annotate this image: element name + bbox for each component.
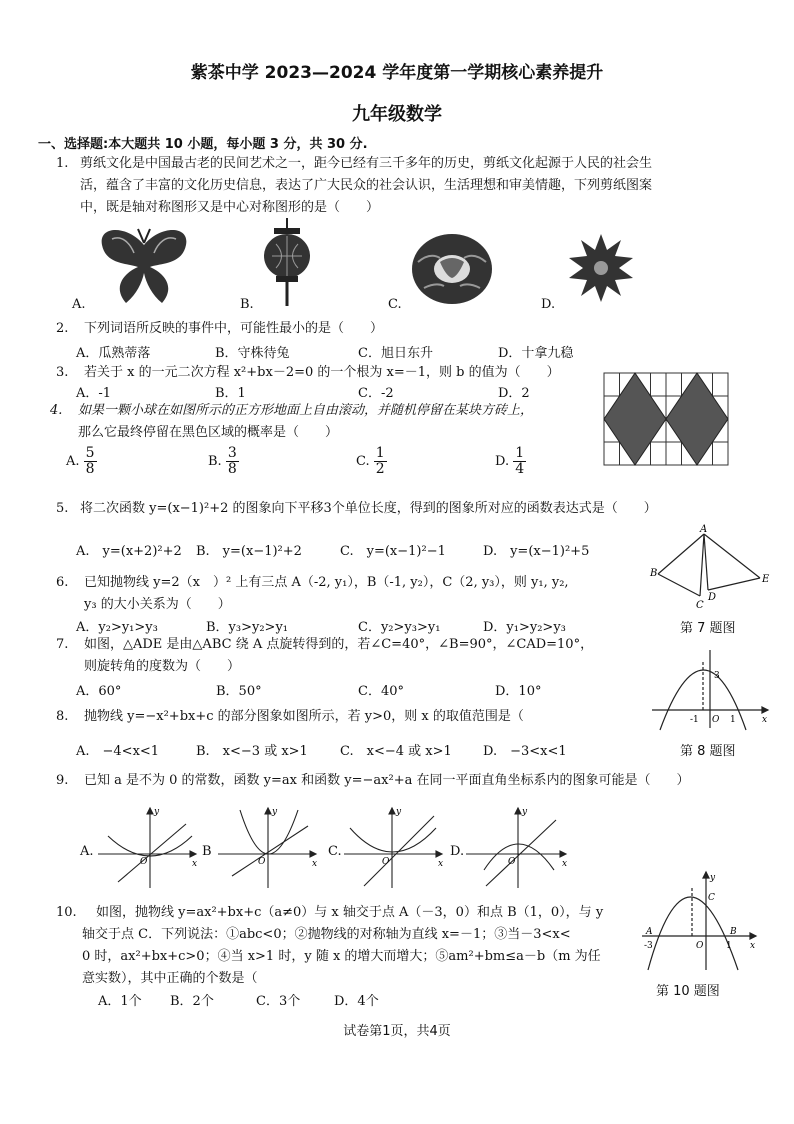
axis-label-origin: O bbox=[382, 857, 390, 867]
lantern-papercut-image bbox=[262, 218, 312, 308]
fraction bbox=[84, 446, 97, 477]
denominator: 4 bbox=[515, 461, 525, 477]
fraction bbox=[374, 446, 387, 477]
fig7-label-e: E bbox=[762, 574, 770, 585]
q7-option-c[interactable]: C．40° bbox=[358, 684, 404, 699]
q5-option-c[interactable]: C. y=(x−1)²−1 bbox=[340, 544, 446, 559]
q6-option-b[interactable]: B．y₃>y₂>y₁ bbox=[206, 620, 289, 635]
q3-option-a[interactable]: A．-1 bbox=[76, 386, 112, 401]
fig7-label-c: C bbox=[696, 600, 704, 611]
q3-option-c[interactable]: C．-2 bbox=[358, 386, 394, 401]
question-1-text bbox=[80, 153, 720, 219]
q2-option-b[interactable]: B．守株待兔 bbox=[215, 346, 290, 361]
question-2-text: 下列词语所反映的事件中，可能性最小的是（ ） bbox=[84, 321, 384, 336]
q3-option-d[interactable]: D．2 bbox=[498, 386, 530, 401]
axis-label-y: y bbox=[154, 807, 160, 817]
q9-option-b[interactable]: B bbox=[202, 844, 212, 859]
question-line: 已知抛物线 y=2（x ）² 上有三点 A（-2, y₁），B（-1, y₂），C（2, y₃），则 y₁, y₂, bbox=[84, 575, 569, 590]
fig10-label-x: x bbox=[750, 941, 756, 951]
axis-label-origin: O bbox=[140, 857, 148, 867]
question-line: 剪纸文化是中国最古老的民间艺术之一，距今已经有三千多年的历史，剪纸文化起源于人民的社会生 bbox=[80, 156, 653, 171]
question-10-line-2: 轴交于点 C．下列说法：①abc<0；②抛物线的对称轴为直线 x=－1；③当－3<x< bbox=[82, 927, 571, 942]
q2-option-a[interactable]: A．瓜熟蒂落 bbox=[76, 346, 151, 361]
fig8-label-1: 1 bbox=[730, 715, 736, 725]
exam-subject: 九年级数学 bbox=[352, 104, 442, 125]
q8-option-c[interactable]: C. x<−4 或 x>1 bbox=[340, 744, 452, 759]
fig10-label-a: A bbox=[646, 927, 653, 937]
exam-title: 紫茶中学 2023—2024 学年度第一学期核心素养提升 bbox=[190, 63, 604, 83]
question-line: 中，既是轴对称图形又是中心对称图形的是（ ） bbox=[80, 200, 380, 215]
q10-option-d[interactable]: D．4个 bbox=[334, 994, 379, 1009]
q2-option-c[interactable]: C．旭日东升 bbox=[358, 346, 433, 361]
fig8-label-origin: O bbox=[712, 715, 720, 725]
page-footer: 试卷第1页，共4页 bbox=[343, 1024, 451, 1039]
numerator: 3 bbox=[227, 445, 237, 461]
fig10-label-c: C bbox=[708, 893, 715, 903]
figure-10-parabola bbox=[642, 870, 758, 970]
q4-option-c[interactable] bbox=[356, 446, 387, 477]
question-10-line-3: 0 时，ax²+bx+c>0；④当 x>1 时，y 随 x 的增大而增大；⑤am²+bm≤a－b（m 为任 bbox=[82, 949, 601, 964]
q7-option-b[interactable]: B．50° bbox=[216, 684, 262, 699]
option-label: C. bbox=[356, 454, 370, 469]
question-10-line-1: 如图，抛物线 y=ax²+bx+c（a≠0）与 x 轴交于点 A（－3，0）和点 B（1，0），与 y bbox=[96, 905, 604, 920]
q6-option-a[interactable]: A．y₂>y₁>y₃ bbox=[76, 620, 158, 635]
q5-option-a[interactable]: A. y=(x+2)²+2 bbox=[76, 544, 182, 559]
question-4-text bbox=[78, 400, 598, 444]
q10-option-c[interactable]: C．3个 bbox=[256, 994, 301, 1009]
question-line: 则旋转角的度数为（ ） bbox=[84, 659, 241, 674]
q6-option-c[interactable]: C．y₂>y₃>y₁ bbox=[358, 620, 441, 635]
q2-option-d[interactable]: D．十拿九稳 bbox=[498, 346, 574, 361]
question-8-number: 8. bbox=[56, 709, 69, 724]
fig7-label-d: D bbox=[708, 592, 717, 603]
q7-option-d[interactable]: D．10° bbox=[495, 684, 542, 699]
question-9-text: 已知 a 是不为 0 的常数，函数 y=ax 和函数 y=−ax²+a 在同一平面直角坐标系内的图象可能是（ ） bbox=[84, 773, 690, 788]
question-3-number: 3. bbox=[56, 365, 69, 380]
fig7-label-b: B bbox=[650, 568, 658, 579]
denominator: 8 bbox=[227, 461, 237, 477]
figure-7-triangles bbox=[650, 524, 775, 611]
numerator: 5 bbox=[85, 445, 95, 461]
round-papercut-image bbox=[410, 232, 494, 306]
fig10-label-y: y bbox=[710, 873, 716, 883]
axis-label-x: x bbox=[562, 859, 568, 869]
question-7-number: 7. bbox=[56, 637, 69, 652]
q4-option-d[interactable] bbox=[495, 446, 526, 477]
question-6-text bbox=[84, 572, 644, 616]
figure-7-caption: 第 7 题图 bbox=[680, 621, 736, 636]
q5-option-d[interactable]: D. y=(x−1)²+5 bbox=[483, 544, 590, 559]
axis-label-x: x bbox=[438, 859, 444, 869]
fig10-label-1: 1 bbox=[726, 941, 732, 951]
fig8-label-3: 3 bbox=[714, 671, 720, 681]
fig10-label-origin: O bbox=[696, 941, 704, 951]
axis-label-y: y bbox=[522, 807, 528, 817]
q1-option-c[interactable]: C. bbox=[388, 297, 402, 312]
question-4-number: 4. bbox=[50, 403, 63, 418]
fig7-label-a: A bbox=[700, 524, 708, 535]
fraction bbox=[226, 446, 239, 477]
question-line: 那么它最终停留在黑色区域的概率是（ ） bbox=[78, 425, 339, 440]
q3-option-b[interactable]: B．1 bbox=[215, 386, 246, 401]
axis-label-origin: O bbox=[508, 857, 516, 867]
q8-option-a[interactable]: A. −4<x<1 bbox=[76, 744, 160, 759]
question-10-number: 10. bbox=[56, 905, 77, 920]
fig10-label-b: B bbox=[730, 927, 737, 937]
question-9-number: 9. bbox=[56, 773, 69, 788]
q8-option-b[interactable]: B. x<−3 或 x>1 bbox=[196, 744, 308, 759]
question-3-text: 若关于 x 的一元二次方程 x²+bx－2=0 的一个根为 x=－1，则 b 的值为（ ） bbox=[84, 365, 560, 380]
q6-option-d[interactable]: D．y₁>y₂>y₃ bbox=[483, 620, 566, 635]
q4-option-a[interactable] bbox=[66, 446, 97, 477]
q8-option-d[interactable]: D. −3<x<1 bbox=[483, 744, 567, 759]
question-10-line-4: 意实数），其中正确的个数是（ bbox=[82, 971, 258, 986]
figure-8-caption: 第 8 题图 bbox=[680, 744, 736, 759]
tile-grid-figure bbox=[604, 373, 728, 465]
option-label: D. bbox=[495, 454, 510, 469]
numerator: 1 bbox=[515, 445, 525, 461]
fig8-label-x: x bbox=[762, 715, 768, 725]
question-7-text bbox=[84, 634, 644, 678]
question-2-number: 2. bbox=[56, 321, 69, 336]
snowflake-papercut-image bbox=[562, 233, 640, 303]
question-line: y₃ 的大小关系为（ ） bbox=[84, 597, 231, 612]
q9-graph-d bbox=[466, 806, 570, 888]
fig8-label-neg1: -1 bbox=[690, 715, 699, 725]
option-label: B. bbox=[208, 454, 222, 469]
q1-option-d[interactable]: D. bbox=[541, 297, 556, 312]
denominator: 2 bbox=[375, 461, 385, 477]
axis-label-y: y bbox=[272, 807, 278, 817]
q9-option-d[interactable]: D. bbox=[450, 844, 465, 859]
question-6-number: 6. bbox=[56, 575, 69, 590]
q9-graph-b bbox=[218, 806, 318, 888]
question-8-text: 抛物线 y=−x²+bx+c 的部分图象如图所示，若 y>0，则 x 的取值范围是（ bbox=[84, 709, 524, 724]
axis-label-x: x bbox=[312, 859, 318, 869]
axis-label-y: y bbox=[396, 807, 402, 817]
question-line: 如图，△ADE 是由△ABC 绕 A 点旋转得到的，若∠C=40°，∠B=90°，∠CAD=10°， bbox=[84, 637, 594, 652]
q1-option-b[interactable]: B. bbox=[240, 297, 254, 312]
numerator: 1 bbox=[375, 445, 385, 461]
fig10-label-neg3: -3 bbox=[644, 941, 653, 951]
q10-option-b[interactable]: B．2个 bbox=[170, 994, 214, 1009]
question-1-number: 1. bbox=[56, 156, 69, 171]
butterfly-papercut-image bbox=[98, 225, 190, 305]
axis-label-origin: O bbox=[258, 857, 266, 867]
figure-8-parabola bbox=[652, 648, 772, 730]
q1-option-a[interactable]: A. bbox=[72, 297, 86, 312]
q9-graph-a bbox=[98, 806, 198, 888]
q4-option-b[interactable] bbox=[208, 446, 239, 477]
question-line: 活，蕴含了丰富的文化历史信息，表达了广大民众的社会认识，生活理想和审美情趣，下列剪纸图案 bbox=[80, 178, 653, 193]
axis-label-x: x bbox=[192, 859, 198, 869]
q7-option-a[interactable]: A．60° bbox=[76, 684, 122, 699]
question-line: 如果一颗小球在如图所示的正方形地面上自由滚动，并随机停留在某块方砖上， bbox=[78, 403, 534, 418]
denominator: 8 bbox=[85, 461, 95, 477]
q5-option-b[interactable]: B. y=(x−1)²+2 bbox=[196, 544, 302, 559]
q9-graph-c bbox=[344, 806, 444, 888]
q9-option-c[interactable]: C. bbox=[328, 844, 342, 859]
fraction bbox=[513, 446, 526, 477]
question-5-text: 将二次函数 y=(x−1)²+2 的图象向下平移3个单位长度，得到的图象所对应的函数表达式是（ ） bbox=[80, 501, 657, 516]
section-heading: 一、选择题:本大题共 10 小题，每小题 3 分，共 30 分. bbox=[38, 137, 368, 152]
figure-10-caption: 第 10 题图 bbox=[656, 984, 720, 999]
question-5-number: 5. bbox=[56, 501, 69, 516]
q9-option-a[interactable]: A. bbox=[80, 844, 94, 859]
q10-option-a[interactable]: A．1个 bbox=[98, 994, 142, 1009]
option-label: A. bbox=[66, 454, 80, 469]
